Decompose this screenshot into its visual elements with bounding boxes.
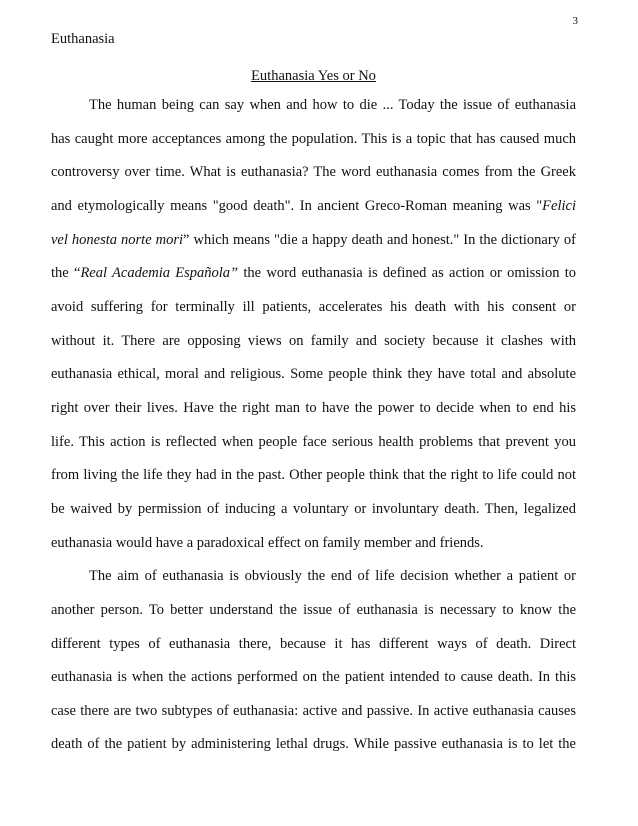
text-line: controversy over time. What is euthanasia? The word euthanasia comes from the Greek xyxy=(51,164,576,181)
text-line xyxy=(51,263,576,297)
text-line: another person. To better understand the issue of euthanasia is necessary to know the xyxy=(51,601,576,618)
text-line: has caught more acceptances among the population. This is a topic that has caused much xyxy=(51,130,576,147)
paragraph-2 xyxy=(51,566,576,768)
italic-phrase: Felici xyxy=(542,197,576,214)
text-line: euthanasia would have a paradoxical effect on family member and friends. xyxy=(51,534,484,551)
text-line xyxy=(51,196,576,230)
text-line: death of the patient by administering lethal drugs. While passive euthanasia is to let the xyxy=(51,736,576,753)
text-line: case there are two subtypes of euthanasia: active and passive. In active euthanasia causes xyxy=(51,702,576,719)
page-number: 3 xyxy=(572,15,578,27)
text-line: without it. There are opposing views on family and society because it clashes with xyxy=(51,332,576,349)
running-head: Euthanasia xyxy=(51,31,115,47)
text-line: euthanasia ethical, moral and religious. Some people think they have total and absolute xyxy=(51,366,576,383)
text-line: The aim of euthanasia is obviously the end of life decision whether a patient or xyxy=(89,568,576,585)
text-segment: ” which means "die a happy death and honest." In the dictionary of xyxy=(183,231,576,248)
text-line: different types of euthanasia there, because it has different ways of death. Direct xyxy=(51,635,576,652)
essay-title: Euthanasia Yes or No xyxy=(251,68,376,84)
text-line xyxy=(51,230,576,264)
text-line: The human being can say when and how to die ... Today the issue of euthanasia xyxy=(89,97,576,113)
text-line: life. This action is reflected when people face serious health problems that prevent you xyxy=(51,433,576,450)
essay-body xyxy=(51,66,576,768)
text-line: avoid suffering for terminally ill patients, accelerates his death with his consent or xyxy=(51,298,576,315)
text-segment: the word euthanasia is defined as action or omission to xyxy=(238,265,576,282)
text-segment: the “ xyxy=(51,265,81,282)
text-line: euthanasia is when the actions performed on the patient intended to cause death. In this xyxy=(51,669,576,686)
text-line: right over their lives. Have the right man to have the power to decide when to end his xyxy=(51,399,576,416)
text-line: from living the life they had in the past. Other people think that the right to life could not xyxy=(51,467,576,484)
italic-phrase: vel honesta norte mori xyxy=(51,231,184,248)
text-segment: and etymologically means "good death". In ancient Greco-Roman meaning was " xyxy=(51,197,543,214)
paragraph-1 xyxy=(51,95,576,566)
text-line: be waived by permission of inducing a voluntary or involuntary death. Then, legalized xyxy=(51,500,576,517)
italic-phrase: Real Academia Española” xyxy=(80,265,239,282)
